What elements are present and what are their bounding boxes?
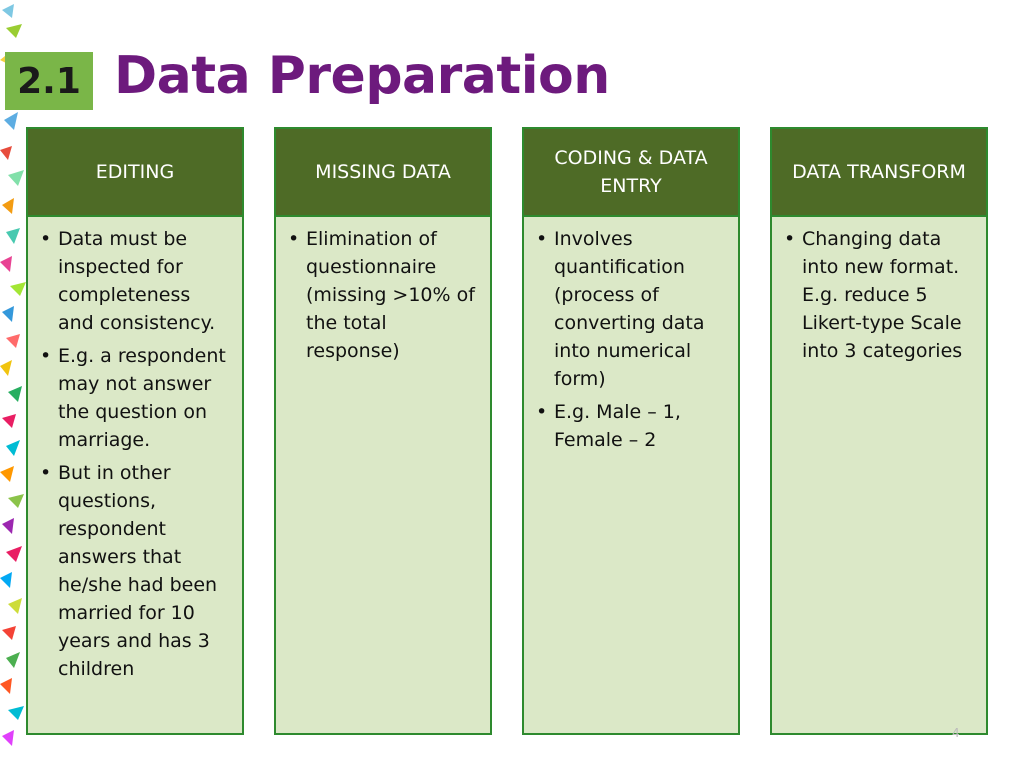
card-body-missing-data (276, 225, 490, 370)
page-number: 4 (952, 726, 960, 740)
bullet-item: • Elimination of questionnaire (missing >10% of the total response) (286, 225, 478, 365)
card-coding-data-entry (522, 127, 740, 735)
section-number-badge: 2.1 (5, 52, 93, 110)
bullet-item: • Changing data into new format. E.g. reduce 5 Likert-type Scale into 3 categories (782, 225, 974, 365)
card-editing (26, 127, 244, 735)
card-missing-data (274, 127, 492, 735)
card-body-editing (28, 225, 242, 688)
card-data-transform (770, 127, 988, 735)
card-header-coding-data-entry: CODING & DATA ENTRY (524, 129, 738, 217)
slide-title: Data Preparation (114, 46, 610, 106)
bullet-item: • Involves quantification (process of converting data into numerical form) (534, 225, 726, 393)
bullet-item: • E.g. a respondent may not answer the question on marriage. (38, 342, 230, 454)
bullet-item: • But in other questions, respondent answers that he/she had been married for 10 years and has 3 children (38, 459, 230, 683)
card-header-data-transform: DATA TRANSFORM (772, 129, 986, 217)
bullet-item: • E.g. Male – 1, Female – 2 (534, 398, 726, 454)
card-header-missing-data: MISSING DATA (276, 129, 490, 217)
card-body-data-transform (772, 225, 986, 370)
card-body-coding-data-entry (524, 225, 738, 459)
bullet-item: • Data must be inspected for completeness and consistency. (38, 225, 230, 337)
card-header-editing: EDITING (28, 129, 242, 217)
